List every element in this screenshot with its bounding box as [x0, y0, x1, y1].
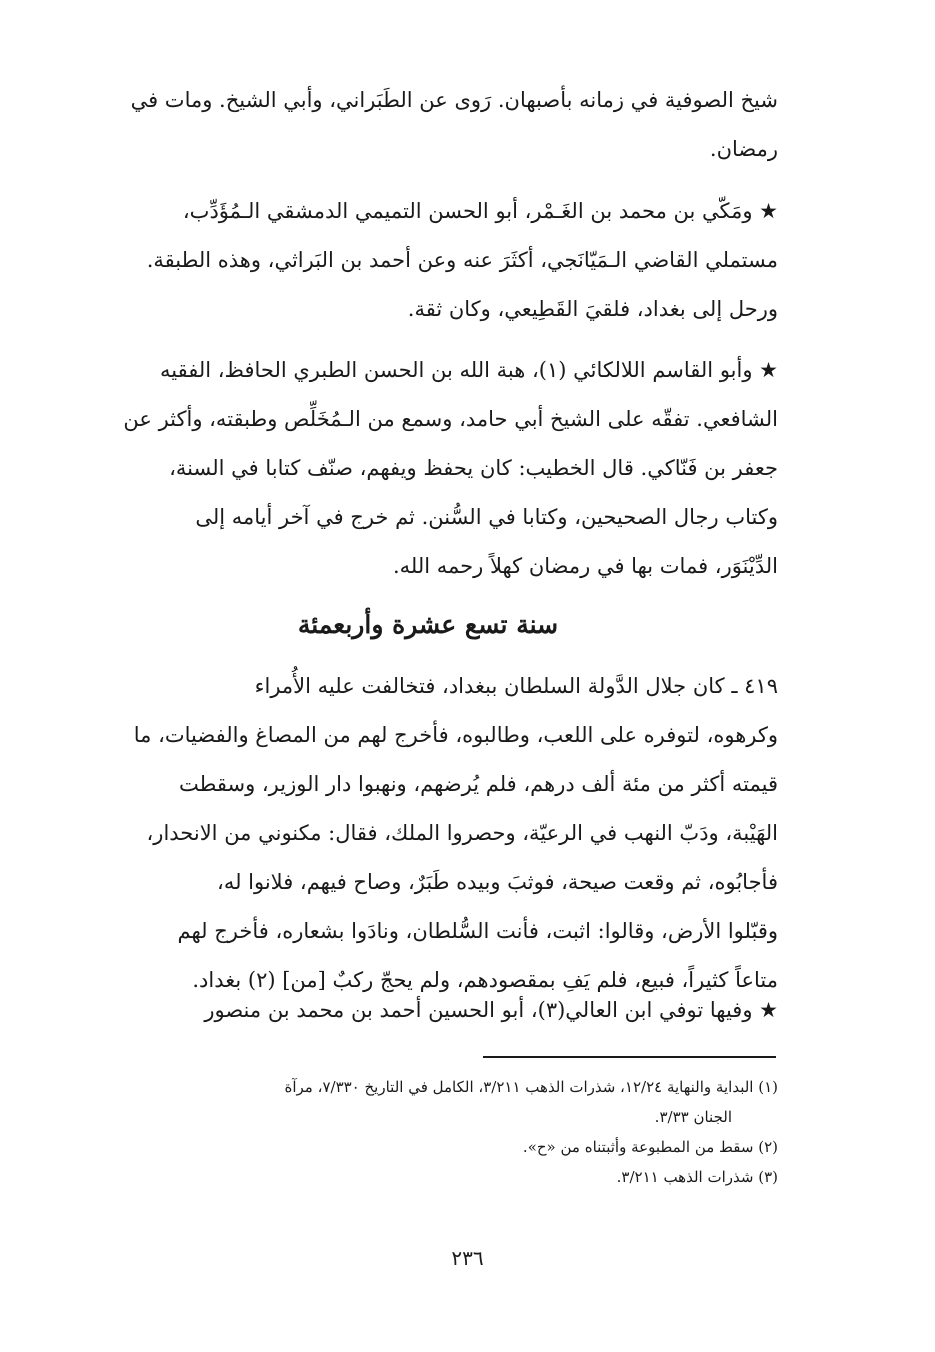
text-line: قيمته أكثر من مئة ألف درهم، فلم يُرضهم، ونهبوا دار الوزير، وسقطت: [179, 772, 778, 796]
text-line: وكرهوه، لتوفره على اللعب، وطالبوه، فأخرج لهم من المصاغ والفضيات، ما: [133, 723, 778, 747]
text-line: الهَيْبة، ودَبّ النهب في الرعيّة، وحصروا الملك، فقال: مكنوني من الانحدار،: [146, 821, 778, 845]
paragraph-makki-bin-muhammad: [78, 187, 778, 334]
text-line: وقبّلوا الأرض، وقالوا: اثبت، فأنت السُّلطان، ونادَوا بشعاره، فأخرج لهم: [177, 919, 778, 943]
text-line: ★ ومَكّي بن محمد بن الغَـمْر، أبو الحسن التميمي الدمشقي الـمُؤَدِّب،: [182, 199, 778, 223]
paragraph-al-lalaka-i: [78, 346, 778, 591]
footnote-2: (٢) سقط من المطبوعة وأثبتناه من «ح».: [522, 1138, 778, 1156]
footnote-3: (٣) شذرات الذهب ٣/٢١١.: [616, 1168, 778, 1186]
text-line: رمضان.: [709, 137, 778, 161]
footnote-1: (١) البداية والنهاية ١٢/٢٤، شذرات الذهب ٣/٢١١، الكامل في التاريخ ٧/٣٣٠، مرآة: [284, 1078, 778, 1096]
text-line: فأجابُوه، ثم وقعت صيحة، فوثبَ وبيده طَبَرٌ، وصاح فيهم، فلانوا له،: [217, 870, 778, 894]
page-number: ٢٣٦: [451, 1246, 484, 1270]
text-line: متاعاً كثيراً، فبيع، فلم يَفِ بمقصودهم، ولم يحجّ ركبٌ [من] (٢) بغداد.: [192, 968, 778, 992]
paragraph-ibn-al-ali: [78, 986, 778, 1035]
section-heading: سنة تسع عشرة وأربعمئة: [297, 610, 559, 639]
footnotes: [78, 1072, 778, 1192]
text-line: ★ وفيها توفي ابن العالي(٣)، أبو الحسين أحمد بن محمد بن منصور: [204, 998, 778, 1022]
text-line: شيخ الصوفية في زمانه بأصبهان. رَوى عن الطَبَراني، وأبي الشيخ. ومات في: [130, 88, 778, 112]
text-line: الشافعي. تفقّه على الشيخ أبي حامد، وسمع من الـمُخَلِّص وطبقته، وأكثر عن: [123, 407, 778, 431]
text-line: مستملي القاضي الـمَيّانَجي، أكثَرَ عنه وعن أحمد بن البَراثي، وهذه الطبقة.: [146, 248, 778, 272]
footnote-1-continuation: الجنان ٣/٣٣.: [654, 1108, 732, 1126]
text-line: ★ وأبو القاسم اللالكائي (١)، هبة الله بن الحسن الطبري الحافظ، الفقيه: [160, 358, 778, 382]
text-line: وكتاب رجال الصحيحين، وكتابا في السُّنن. ثم خرج في آخر أيامه إلى: [195, 505, 778, 529]
paragraph-year-419-events: [78, 662, 778, 1005]
footnote-separator: [483, 1056, 776, 1058]
text-line: جعفر بن فَنّاكي. قال الخطيب: كان يحفظ ويفهم، صنّف كتابا في السنة،: [169, 456, 778, 480]
paragraph-sufi-sheikh: [78, 76, 778, 174]
text-line: ورحل إلى بغداد، فلقيَ القَطِيعي، وكان ثقة.: [407, 297, 778, 321]
text-line: الدِّيْنَوَر، فمات بها في رمضان كهلاً رحمه الله.: [392, 554, 778, 578]
text-line: ٤١٩ ـ كان جلال الدَّولة السلطان ببغداد، فتخالفت عليه الأُمراء: [254, 674, 778, 698]
